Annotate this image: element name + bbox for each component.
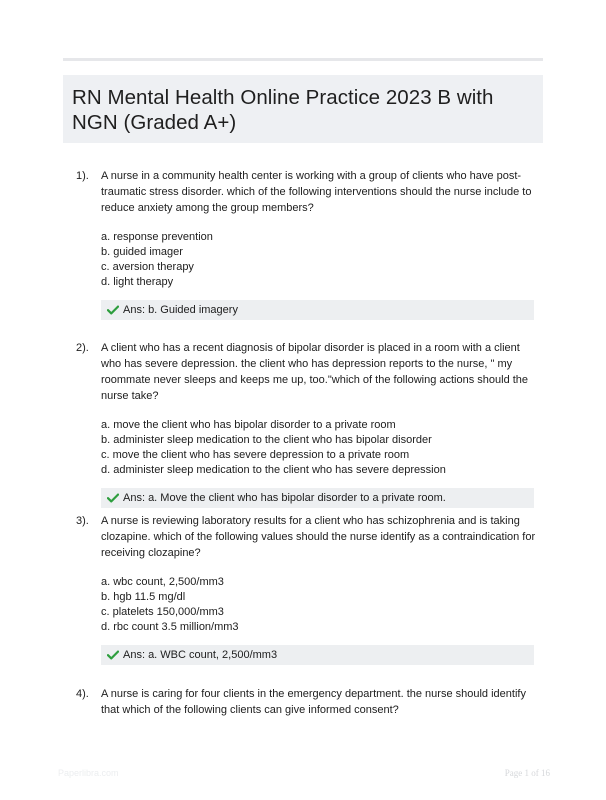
- answer-box: [101, 645, 534, 665]
- question-stem: A client who has a recent diagnosis of bipolar disorder is placed in a room with a client who has severe depression. the client who has depression reports to the nurse, " my roommate never sleeps and keeps me up, too."which of the following actions should the nurse take?: [101, 342, 529, 402]
- question-number: 2).: [76, 342, 89, 354]
- option-d: d. rbc count 3.5 million/mm3: [101, 621, 239, 633]
- question-stem: A nurse in a community health center is working with a group of clients who have post-traumatic stress disorder. which of the following interventions should the nurse include to reduce anxiety among the group members?: [101, 170, 532, 214]
- answer-box: [101, 300, 534, 320]
- answer-box: [101, 488, 534, 508]
- top-divider: [63, 58, 543, 61]
- option-a: a. response prevention: [101, 231, 213, 243]
- options-list: [101, 230, 536, 290]
- question-number: 3).: [76, 515, 89, 527]
- footer-watermark: Paperlibra.com: [58, 768, 119, 778]
- page-title: RN Mental Health Online Practice 2023 B with NGN (Graded A+): [72, 86, 494, 134]
- option-d: d. administer sleep medication to the client who has severe depression: [101, 464, 446, 476]
- question-stem: A nurse is caring for four clients in the emergency department. the nurse should identify that which of the following clients can give informed consent?: [101, 688, 526, 716]
- question-number: 4).: [76, 688, 89, 700]
- title-banner: [63, 75, 543, 143]
- answer-text: Ans: a. WBC count, 2,500/mm3: [123, 649, 278, 661]
- option-a: a. move the client who has bipolar disorder to a private room: [101, 419, 396, 431]
- question-body: [101, 686, 536, 718]
- question-number: 1).: [76, 170, 89, 182]
- question-body: [101, 168, 536, 320]
- answer-text: Ans: a. Move the client who has bipolar disorder to a private room.: [123, 492, 446, 504]
- question-body: [101, 340, 536, 508]
- question-stem: A nurse is reviewing laboratory results for a client who has schizophrenia and is taking clozapine. which of the following values should the nurse identify as a contraindication for receiving clozapine?: [101, 515, 536, 559]
- option-d: d. light therapy: [101, 276, 174, 288]
- option-b: b. guided imager: [101, 246, 183, 258]
- question-body: [101, 513, 536, 665]
- option-b: b. hgb 11.5 mg/dl: [101, 591, 186, 603]
- page-number: Page 1 of 16: [504, 768, 550, 778]
- options-list: [101, 575, 536, 635]
- option-a: a. wbc count, 2,500/mm3: [101, 576, 224, 588]
- option-c: c. platelets 150,000/mm3: [101, 606, 224, 618]
- option-c: c. aversion therapy: [101, 261, 194, 273]
- answer-text: Ans: b. Guided imagery: [123, 304, 238, 316]
- option-c: c. move the client who has severe depression to a private room: [101, 449, 410, 461]
- check-icon: [107, 650, 119, 660]
- options-list: [101, 418, 536, 478]
- check-icon: [107, 493, 119, 503]
- option-b: b. administer sleep medication to the client who has bipolar disorder: [101, 434, 432, 446]
- check-icon: [107, 305, 119, 315]
